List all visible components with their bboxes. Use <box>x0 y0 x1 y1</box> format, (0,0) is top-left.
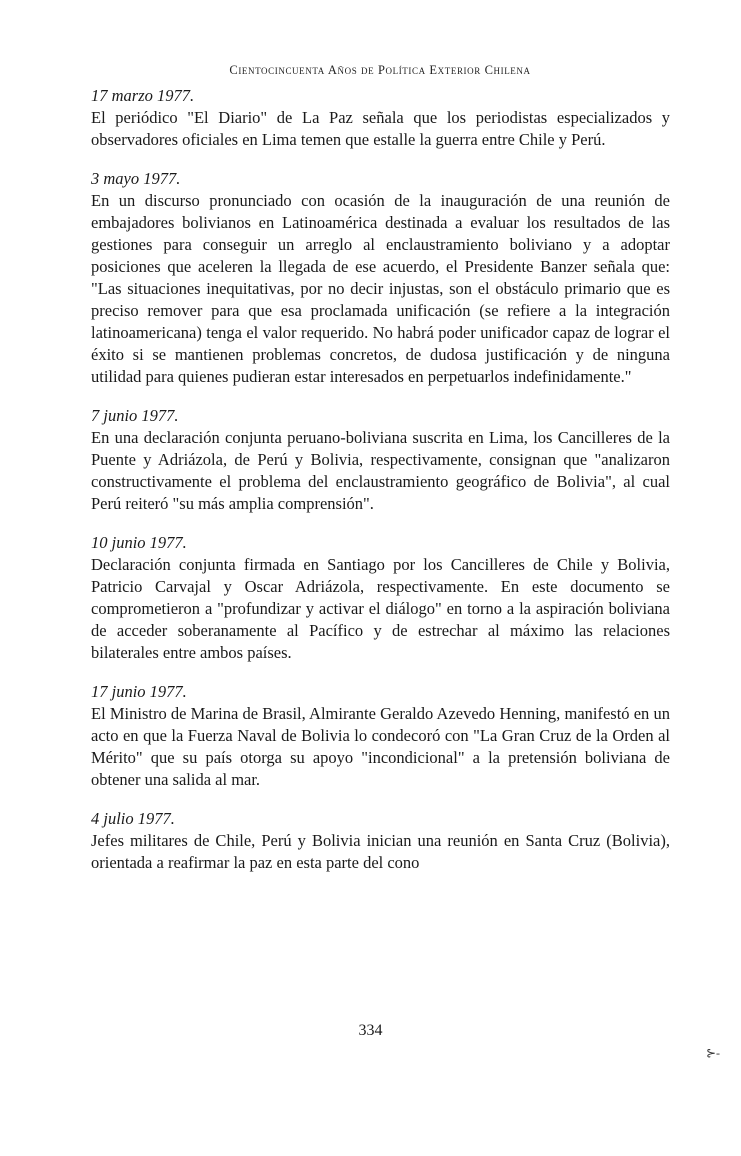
entry-date: 7 junio 1977. <box>91 406 179 425</box>
entry-date: 4 julio 1977. <box>91 809 175 828</box>
chronology-entry <box>91 405 670 515</box>
entry-text: Declaración conjunta firmada en Santiago por los Cancilleres de Chile y Bolivia, Patricio Carvajal y Oscar Adriázola, respectivamente. En este documento se comprometieron a "profundizar y activar el diálogo" en torno a la aspiración boliviana de acceder soberanamente al Pacífico y de estrechar al máximo las relaciones bilaterales entre ambos países. <box>91 555 670 662</box>
running-head: Cientocincuenta Años de Política Exterior Chilena <box>229 63 531 77</box>
chronology-entry <box>91 168 670 388</box>
entry-text: Jefes militares de Chile, Perú y Bolivia inician una reunión en Santa Cruz (Bolivia), orientada a reafirmar la paz en esta parte del cono <box>91 831 670 872</box>
chronology-entry <box>91 808 670 874</box>
entry-date: 3 mayo 1977. <box>91 169 181 188</box>
entry-date: 17 marzo 1977. <box>91 86 195 105</box>
chronology-entry <box>91 532 670 664</box>
entry-date: 10 junio 1977. <box>91 533 187 552</box>
chronology-entry <box>91 681 670 791</box>
entry-text: El Ministro de Marina de Brasil, Almirante Geraldo Azevedo Henning, manifestó en un acto en que la Fuerza Naval de Bolivia lo condecoró con "La Gran Cruz de la Orden al Mérito" que su país otorga su apoyo "incondicional" a la pretensión boliviana de obtener una salida al mar. <box>91 704 670 789</box>
chronology-entries <box>91 85 670 891</box>
chronology-entry <box>91 85 670 151</box>
entry-date: 17 junio 1977. <box>91 682 187 701</box>
page-number: 334 <box>358 1022 383 1039</box>
entry-text: En una declaración conjunta peruano-boliviana suscrita en Lima, los Cancilleres de la Puente y Adriázola, de Perú y Bolivia, respectivamente, consignan que "analizaron constructivamente el problema del enclaustramiento geográfico de Bolivia", al cual Perú reiteró "su más amplia comprensión". <box>91 428 670 513</box>
margin-mark: ⊱- <box>706 1046 721 1060</box>
entry-text: El periódico "El Diario" de La Paz señala que los periodistas especializados y observadores oficiales en Lima temen que estalle la guerra entre Chile y Perú. <box>91 108 670 149</box>
entry-text: En un discurso pronunciado con ocasión de la inauguración de una reunión de embajadores bolivianos en Latinoamérica destinada a evaluar los resultados de las gestiones para conseguir un arreglo al enclaustramiento boliviano y a adoptar posiciones que aceleren la llegada de ese acuerdo, el Presidente Banzer señala que: "Las situaciones inequitativas, por no decir injustas, son el obstáculo primario que es preciso remover para que esa proclamada unificación (se refiere a la integración latinoamericana) tenga el valor requerido. No habrá poder unificador capaz de lograr el éxito si se mantienen problemas concretos, de dudosa justificación y de ninguna utilidad para quienes pudieran estar interesados en perpetuarlos indefinidamente." <box>91 191 670 386</box>
